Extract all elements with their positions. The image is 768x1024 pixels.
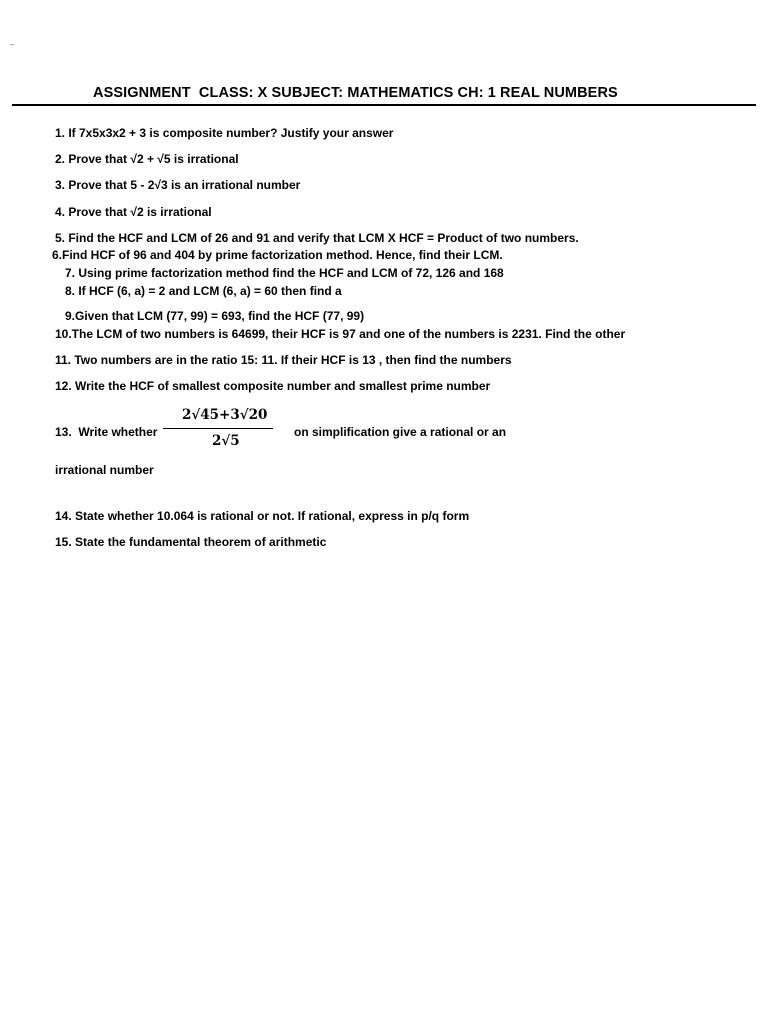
title-underline (12, 104, 756, 106)
question-9: 9.Given that LCM (77, 99) = 693, find the HCF (77, 99) (65, 309, 365, 323)
fraction-denominator: 2√5 (212, 433, 240, 449)
question-1: 1. If 7x5x3x2 + 3 is composite number? Justify your answer (55, 126, 394, 140)
question-15: 15. State the fundamental theorem of arithmetic (55, 535, 327, 549)
question-5: 5. Find the HCF and LCM of 26 and 91 and verify that LCM X HCF = Product of two numbers. (55, 231, 579, 245)
question-3: 3. Prove that 5 - 2√3 is an irrational number (55, 178, 301, 192)
question-12: 12. Write the HCF of smallest composite number and smallest prime number (55, 379, 491, 393)
assignment-title: ASSIGNMENT CLASS: X SUBJECT: MATHEMATICS CH: 1 REAL NUMBERS (93, 85, 618, 101)
corner-mark: – (10, 40, 15, 49)
question-2: 2. Prove that √2 + √5 is irrational (55, 152, 239, 166)
question-13-suffix: on simplification give a rational or an (294, 425, 507, 439)
question-10: 10.The LCM of two numbers is 64699, their HCF is 97 and one of the numbers is 2231. Find the other (55, 327, 626, 341)
question-7: 7. Using prime factorization method find the HCF and LCM of 72, 126 and 168 (65, 266, 504, 280)
question-11: 11. Two numbers are in the ratio 15: 11. If their HCF is 13 , then find the numbers (55, 353, 512, 367)
question-8: 8. If HCF (6, a) = 2 and LCM (6, a) = 60 then find a (65, 284, 342, 298)
question-4: 4. Prove that √2 is irrational (55, 205, 212, 219)
question-13-continuation: irrational number (55, 463, 154, 477)
question-14: 14. State whether 10.064 is rational or not. If rational, express in p/q form (55, 509, 470, 523)
question-13-prefix: 13. Write whether (55, 425, 158, 439)
fraction-bar (163, 428, 273, 429)
question-6: 6.Find HCF of 96 and 404 by prime factorization method. Hence, find their LCM. (52, 248, 503, 262)
fraction-numerator: 2√45+3√20 (182, 407, 268, 423)
